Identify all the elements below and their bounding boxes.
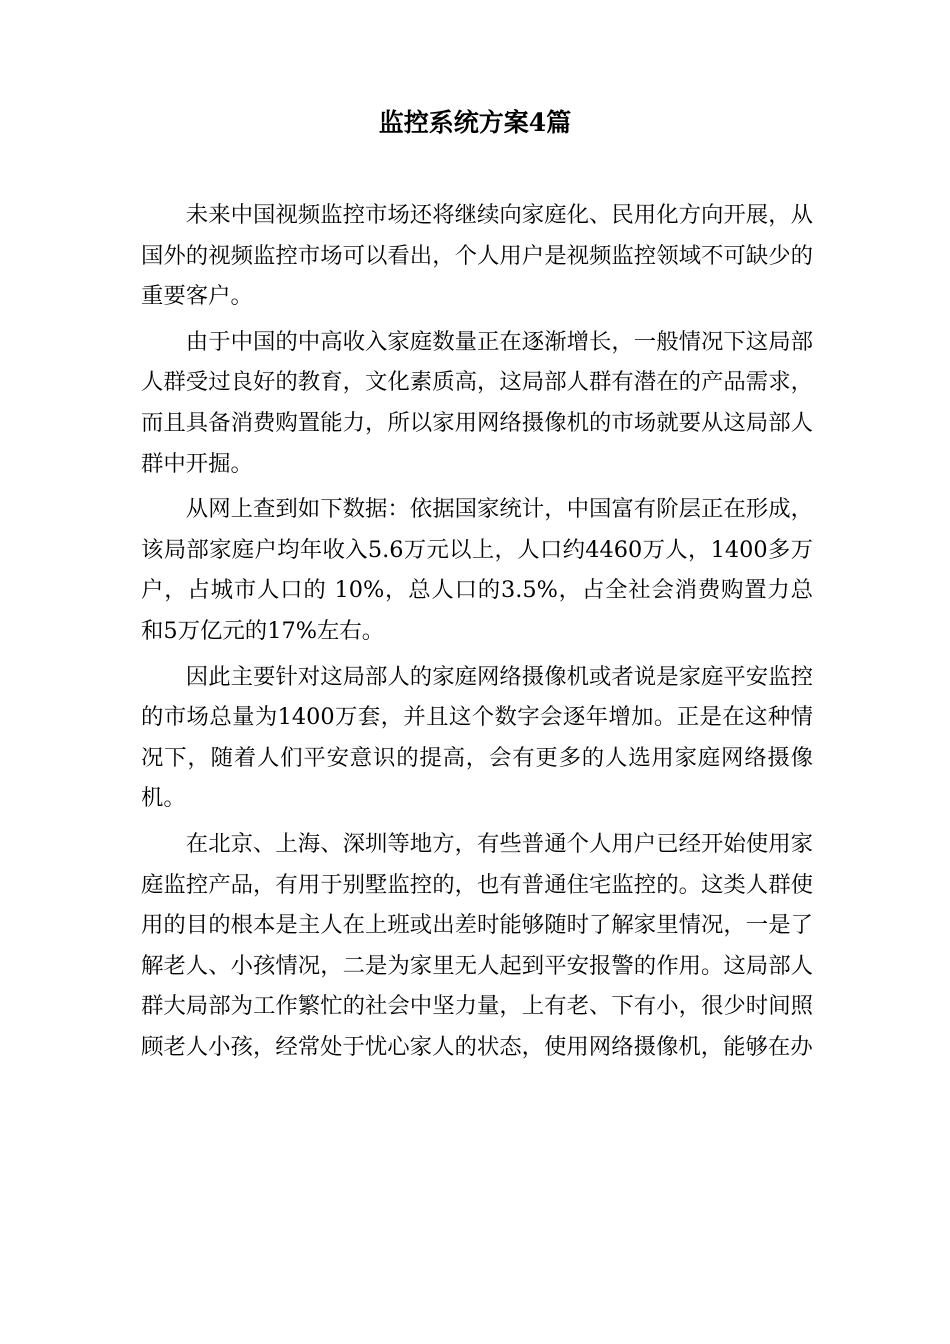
paragraph-5: 在北京、上海、深圳等地方，有些普通个人用户已经开始使用家庭监控产品，有用于别墅监控的，也有普通住宅监控的。这类人群使用的目的根本是主人在上班或出差时能够随时了解家里情况，一是了解老人、小孩情况，二是为家里无人起到平安报警的作用。这局部人群大局部为工作繁忙的社会中坚力量，上有老、下有小，很少时间照顾老人小孩，经常处于忧心家人的状态，使用网络摄像机，能够在办	[141, 830, 813, 1060]
paragraph-1: 未来中国视频监控市场还将继续向家庭化、民用化方向开展，从国外的视频监控市场可以看出，个人用户是视频监控领域不可缺少的重要客户。	[141, 202, 813, 310]
paragraph-4: 因此主要针对这局部人的家庭网络摄像机或者说是家庭平安监控的市场总量为1400万套，并且这个数字会逐年增加。正是在这种情况下，随着人们平安意识的提高，会有更多的人选用家庭网络摄像机。	[141, 663, 813, 812]
document-title: 监控系统方案4篇	[378, 108, 572, 137]
document-body	[141, 195, 813, 1072]
paragraph-2: 由于中国的中高收入家庭数量正在逐渐增长，一般情况下这局部人群受过良好的教育，文化素质高，这局部人群有潜在的产品需求，而且具备消费购置能力，所以家用网络摄像机的市场就要从这局部人群中开掘。	[141, 328, 813, 477]
paragraph-3: 从网上查到如下数据：依据国家统计，中国富有阶层正在形成，该局部家庭户均年收入5.6万元以上，人口约4460万人，1400多万户，占城市人口的 10%，总人口的3.5%，占全社会消费购置力总和5万亿元的17%左右。	[141, 496, 813, 644]
